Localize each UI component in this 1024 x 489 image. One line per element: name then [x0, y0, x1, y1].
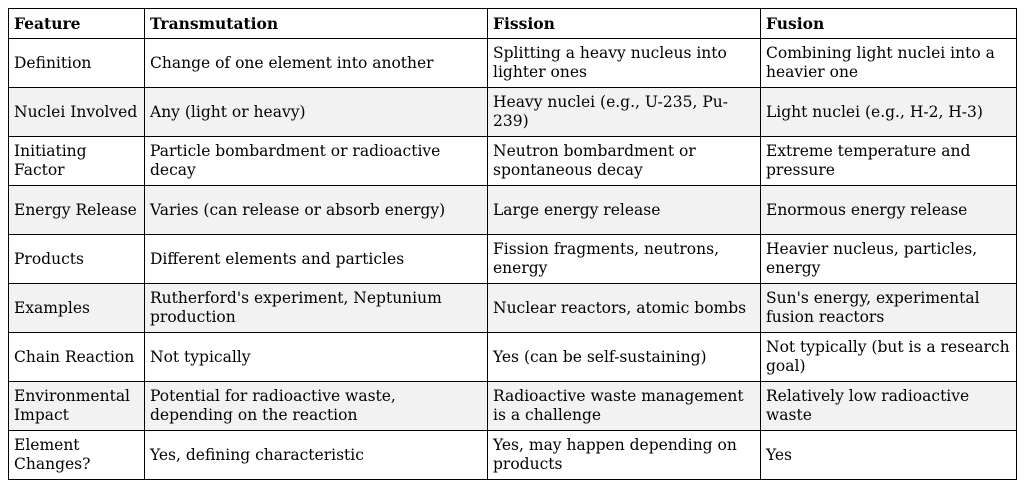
fusion-cell: Sun's energy, experimental fusion reactors: [761, 284, 1017, 333]
transmutation-cell: Rutherford's experiment, Neptunium production: [145, 284, 488, 333]
row-label-cell: Initiating Factor: [9, 137, 145, 186]
fusion-cell: Extreme temperature and pressure: [761, 137, 1017, 186]
fusion-cell: Light nuclei (e.g., H-2, H-3): [761, 88, 1017, 137]
table-row: [9, 235, 1017, 284]
row-label-cell: Nuclei Involved: [9, 88, 145, 137]
fusion-cell: Combining light nuclei into a heavier one: [761, 39, 1017, 88]
transmutation-cell: Any (light or heavy): [145, 88, 488, 137]
fusion-cell: Enormous energy release: [761, 186, 1017, 235]
transmutation-cell: Potential for radioactive waste, depending on the reaction: [145, 382, 488, 431]
table-header: [9, 9, 1017, 39]
fission-cell: Large energy release: [488, 186, 761, 235]
table-row: [9, 88, 1017, 137]
table-row: [9, 137, 1017, 186]
row-label-cell: Products: [9, 235, 145, 284]
table-row: [9, 382, 1017, 431]
table-body: [9, 39, 1017, 480]
row-label-cell: Environmental Impact: [9, 382, 145, 431]
fusion-cell: Heavier nucleus, particles, energy: [761, 235, 1017, 284]
fission-cell: Splitting a heavy nucleus into lighter ones: [488, 39, 761, 88]
comparison-table: [8, 8, 1017, 480]
table-row: [9, 333, 1017, 382]
fission-cell: Yes, may happen depending on products: [488, 431, 761, 480]
transmutation-cell: Different elements and particles: [145, 235, 488, 284]
table-row: [9, 284, 1017, 333]
header-fusion: Fusion: [761, 9, 1017, 39]
fusion-cell: Not typically (but is a research goal): [761, 333, 1017, 382]
fission-cell: Yes (can be self-sustaining): [488, 333, 761, 382]
header-fission: Fission: [488, 9, 761, 39]
fusion-cell: Relatively low radioactive waste: [761, 382, 1017, 431]
row-label-cell: Chain Reaction: [9, 333, 145, 382]
table-row: [9, 431, 1017, 480]
row-label-cell: Energy Release: [9, 186, 145, 235]
row-label-cell: Definition: [9, 39, 145, 88]
header-feature: Feature: [9, 9, 145, 39]
fission-cell: Neutron bombardment or spontaneous decay: [488, 137, 761, 186]
row-label-cell: Examples: [9, 284, 145, 333]
fission-cell: Nuclear reactors, atomic bombs: [488, 284, 761, 333]
header-transmutation: Transmutation: [145, 9, 488, 39]
transmutation-cell: Yes, defining characteristic: [145, 431, 488, 480]
table-row: [9, 186, 1017, 235]
transmutation-cell: Varies (can release or absorb energy): [145, 186, 488, 235]
header-row: [9, 9, 1017, 39]
table-row: [9, 39, 1017, 88]
transmutation-cell: Particle bombardment or radioactive decay: [145, 137, 488, 186]
fusion-cell: Yes: [761, 431, 1017, 480]
transmutation-cell: Not typically: [145, 333, 488, 382]
transmutation-cell: Change of one element into another: [145, 39, 488, 88]
fission-cell: Fission fragments, neutrons, energy: [488, 235, 761, 284]
row-label-cell: Element Changes?: [9, 431, 145, 480]
fission-cell: Radioactive waste management is a challenge: [488, 382, 761, 431]
fission-cell: Heavy nuclei (e.g., U-235, Pu-239): [488, 88, 761, 137]
